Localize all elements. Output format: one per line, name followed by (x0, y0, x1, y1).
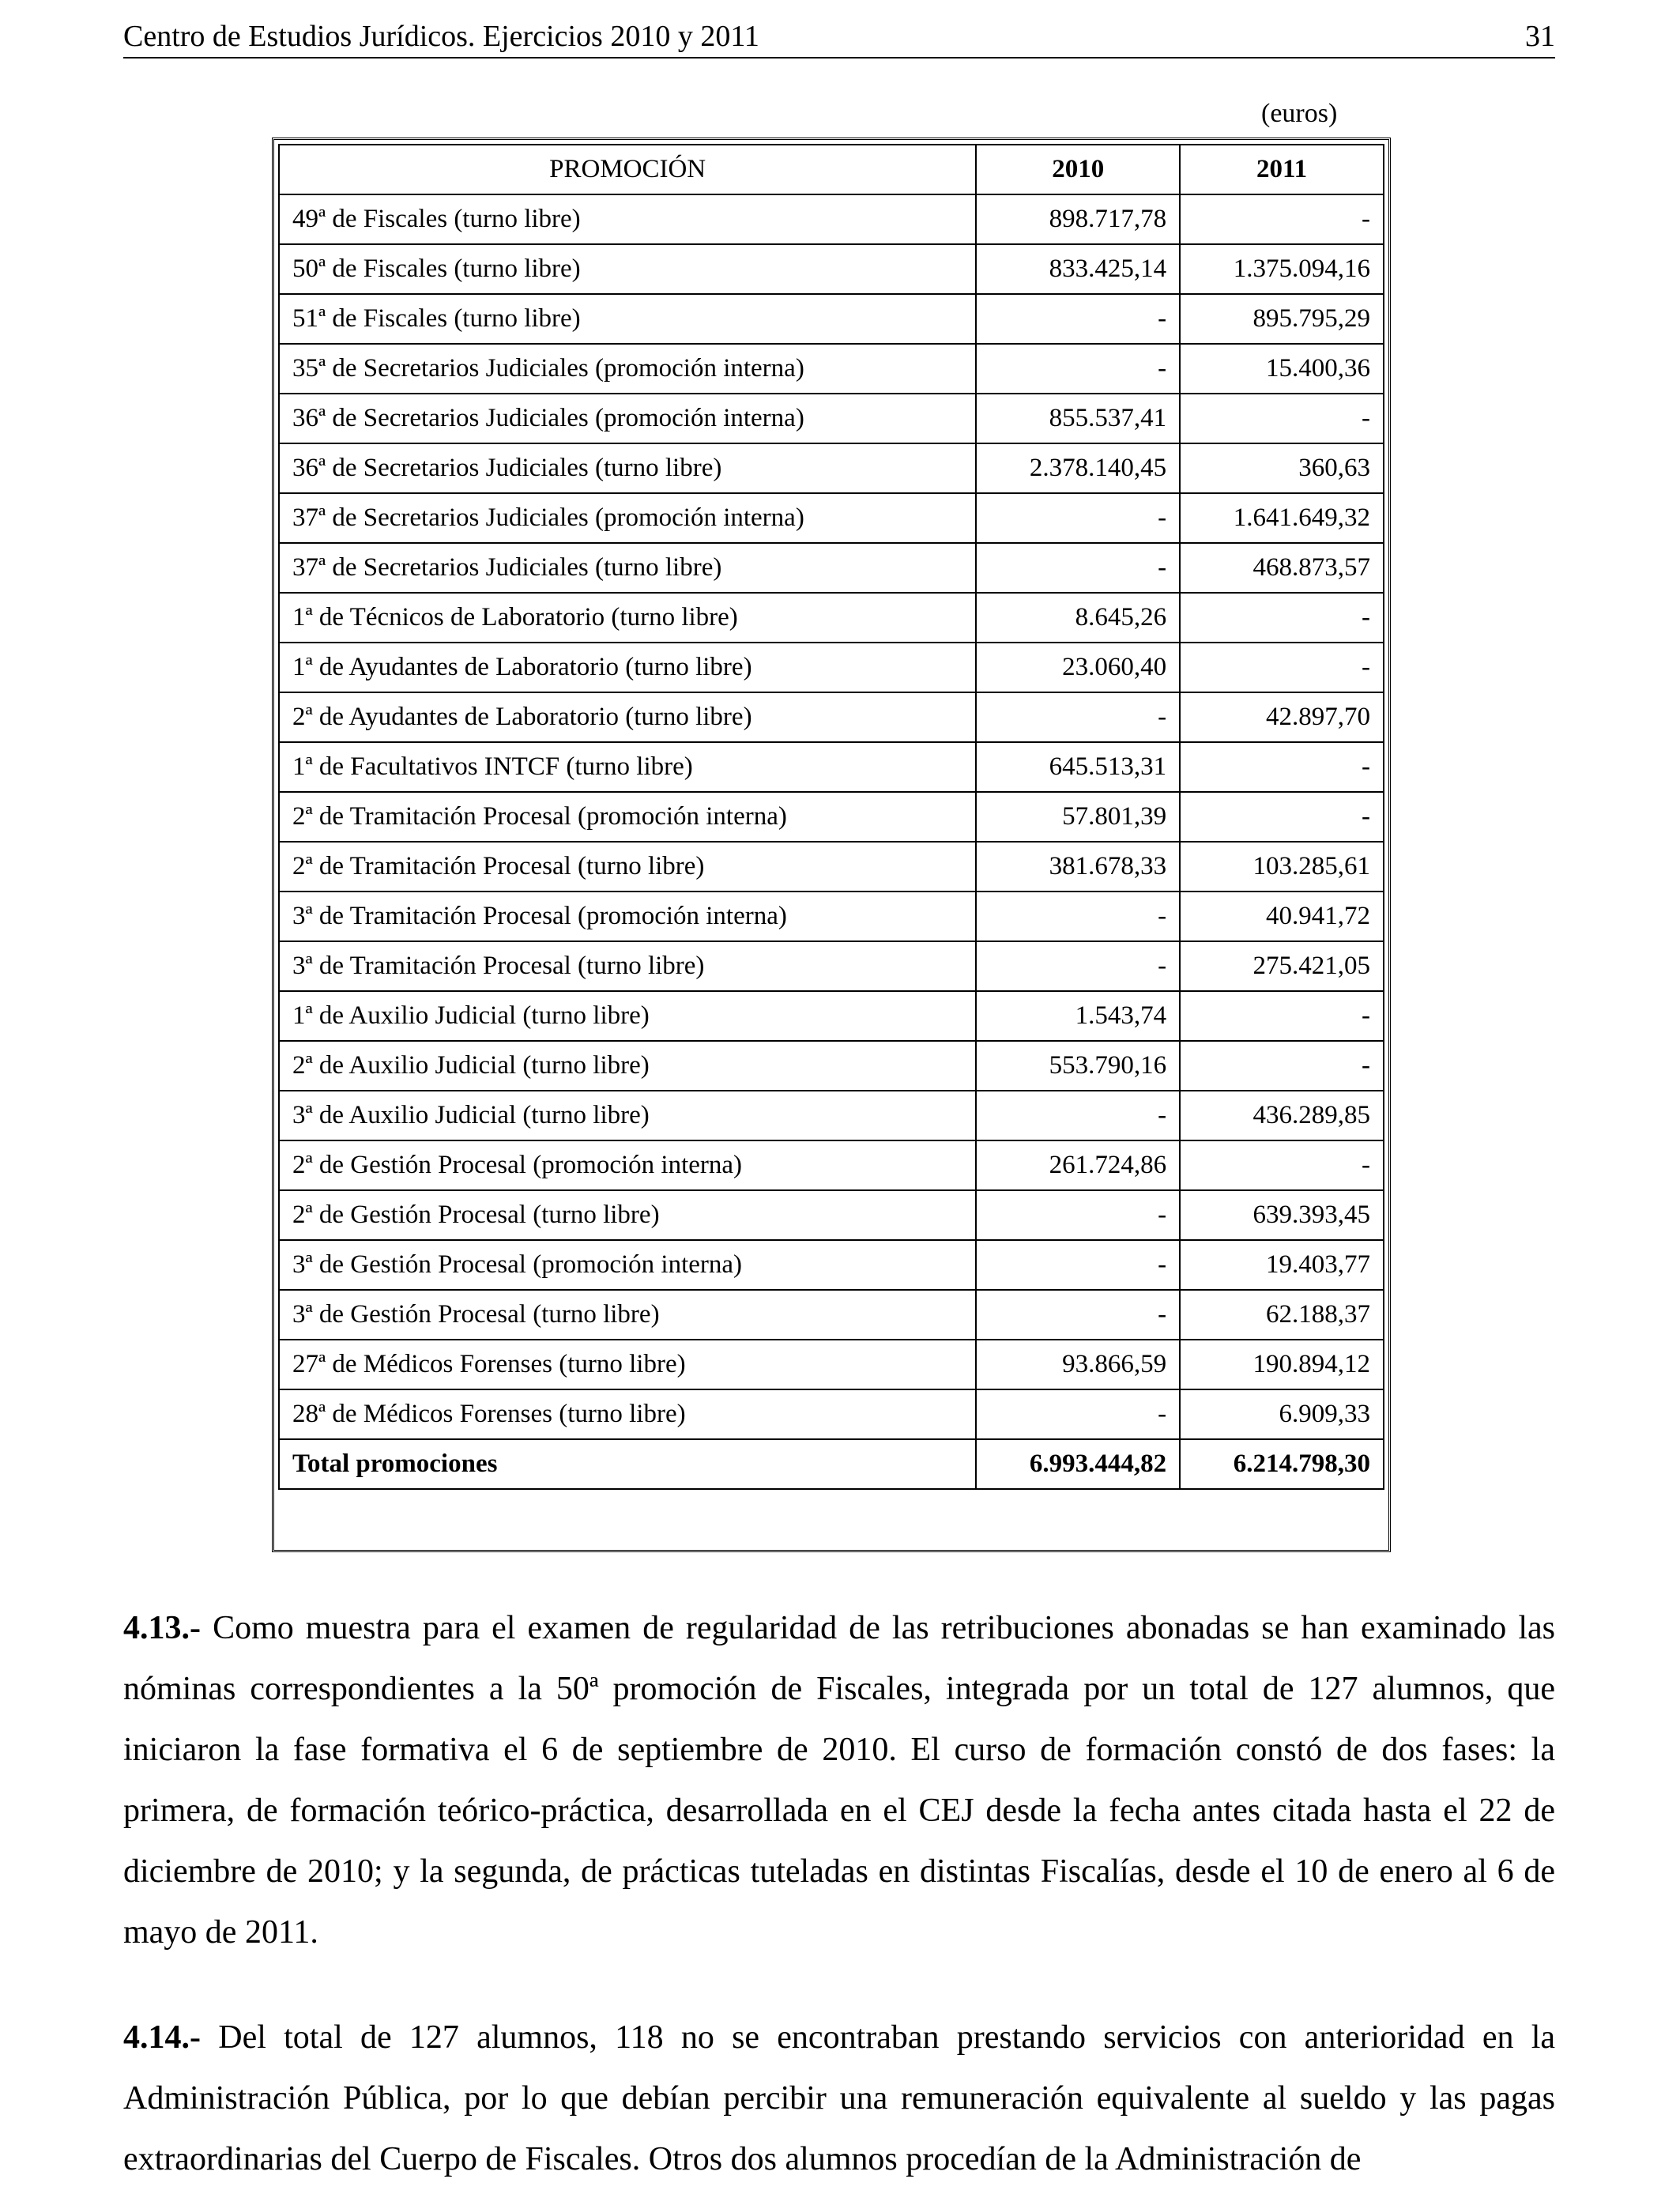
amount-2011: 1.641.649,32 (1180, 493, 1384, 543)
table-row (279, 194, 1384, 244)
amount-2010: - (976, 543, 1180, 593)
table-row (279, 941, 1384, 991)
table-row (279, 742, 1384, 792)
table-row (279, 1190, 1384, 1240)
table-row (279, 1340, 1384, 1389)
table-row (279, 493, 1384, 543)
table-row (279, 1389, 1384, 1439)
table-row (279, 294, 1384, 344)
promotion-name: 3ª de Auxilio Judicial (turno libre) (279, 1091, 976, 1140)
table-row (279, 643, 1384, 692)
amount-2011: 1.375.094,16 (1180, 244, 1384, 294)
amount-2010: 261.724,86 (976, 1140, 1180, 1190)
table-header-row (279, 145, 1384, 194)
amount-2011: - (1180, 1041, 1384, 1091)
promotion-name: 35ª de Secretarios Judiciales (promoción interna) (279, 344, 976, 394)
amount-2010: 898.717,78 (976, 194, 1180, 244)
promotion-name: 37ª de Secretarios Judiciales (promoción interna) (279, 493, 976, 543)
table-row (279, 443, 1384, 493)
promotion-name: 2ª de Gestión Procesal (turno libre) (279, 1190, 976, 1240)
table-row (279, 394, 1384, 443)
promotion-name: 3ª de Tramitación Procesal (turno libre) (279, 941, 976, 991)
running-title: Centro de Estudios Jurídicos. Ejercicios 2010 y 2011 (123, 20, 759, 53)
amount-2011: 436.289,85 (1180, 1091, 1384, 1140)
promotion-name: 3ª de Gestión Procesal (promoción interna) (279, 1240, 976, 1290)
table-row (279, 593, 1384, 643)
amount-2011: - (1180, 394, 1384, 443)
table-row (279, 1290, 1384, 1340)
amount-2011: 15.400,36 (1180, 344, 1384, 394)
amount-2011: 190.894,12 (1180, 1340, 1384, 1389)
amount-2010: - (976, 1240, 1180, 1290)
paragraph-4-13 (123, 1598, 1555, 1963)
amount-2010: 57.801,39 (976, 792, 1180, 842)
amount-2010: - (976, 344, 1180, 394)
amount-2011: 19.403,77 (1180, 1240, 1384, 1290)
page-number: 31 (1525, 20, 1555, 53)
paragraph-text: Como muestra para el examen de regularidad de las retribuciones abonadas se han examinado las nóminas correspondientes a la 50ª promoción de Fiscales, integrada por un total de 127 alumnos, que iniciaron la fase formativa el 6 de septiembre de 2010. El curso de formación constó de dos fases: la primera, de formación teórico-práctica, desarrollada en el CEJ desde la fecha antes citada hasta el 22 de diciembre de 2010; y la segunda, de prácticas tuteladas en distintas Fiscalías, desde el 10 de enero al 6 de mayo de 2011. (123, 1610, 1555, 1951)
amount-2010: 833.425,14 (976, 244, 1180, 294)
promotion-name: 3ª de Gestión Procesal (turno libre) (279, 1290, 976, 1340)
table-row (279, 344, 1384, 394)
paragraph-number: 4.14.- (123, 2019, 201, 2056)
amount-2010: 1.543,74 (976, 991, 1180, 1041)
amount-2010: - (976, 294, 1180, 344)
table-row (279, 842, 1384, 892)
promotion-name: 51ª de Fiscales (turno libre) (279, 294, 976, 344)
amount-2011: 40.941,72 (1180, 892, 1384, 941)
amount-2010: 23.060,40 (976, 643, 1180, 692)
amount-2011: 895.795,29 (1180, 294, 1384, 344)
promotions-table (278, 144, 1384, 1490)
column-header-promocion: PROMOCIÓN (279, 145, 976, 194)
amount-2011: 639.393,45 (1180, 1190, 1384, 1240)
promotion-name: 36ª de Secretarios Judiciales (turno libre) (279, 443, 976, 493)
amount-2011: - (1180, 593, 1384, 643)
table-row (279, 1041, 1384, 1091)
page-header (123, 17, 1555, 58)
promotions-table-frame (272, 138, 1391, 1552)
promotion-name: 1ª de Facultativos INTCF (turno libre) (279, 742, 976, 792)
amount-2011: - (1180, 643, 1384, 692)
promotion-name: 1ª de Auxilio Judicial (turno libre) (279, 991, 976, 1041)
table-row (279, 1240, 1384, 1290)
amount-2011: - (1180, 742, 1384, 792)
table-row (279, 543, 1384, 593)
amount-2011: 62.188,37 (1180, 1290, 1384, 1340)
promotion-name: 50ª de Fiscales (turno libre) (279, 244, 976, 294)
amount-2011: 42.897,70 (1180, 692, 1384, 742)
table-row (279, 892, 1384, 941)
amount-2010: - (976, 1091, 1180, 1140)
promotion-name: 3ª de Tramitación Procesal (promoción interna) (279, 892, 976, 941)
amount-2010: 8.645,26 (976, 593, 1180, 643)
amount-2010: 381.678,33 (976, 842, 1180, 892)
total-row (279, 1439, 1384, 1489)
amount-2010: - (976, 493, 1180, 543)
promotion-name: 1ª de Ayudantes de Laboratorio (turno libre) (279, 643, 976, 692)
paragraph-4-14 (123, 2007, 1555, 2190)
total-label: Total promociones (279, 1439, 976, 1489)
amount-2010: 553.790,16 (976, 1041, 1180, 1091)
promotion-name: 37ª de Secretarios Judiciales (turno libre) (279, 543, 976, 593)
amount-2011: 6.909,33 (1180, 1389, 1384, 1439)
promotion-name: 28ª de Médicos Forenses (turno libre) (279, 1389, 976, 1439)
paragraph-number: 4.13.- (123, 1610, 201, 1646)
amount-2011: - (1180, 1140, 1384, 1190)
amount-2010: - (976, 692, 1180, 742)
units-note: (euros) (1261, 99, 1338, 128)
table-row (279, 991, 1384, 1041)
table-row (279, 1140, 1384, 1190)
promotion-name: 36ª de Secretarios Judiciales (promoción interna) (279, 394, 976, 443)
promotion-name: 2ª de Auxilio Judicial (turno libre) (279, 1041, 976, 1091)
promotion-name: 2ª de Tramitación Procesal (promoción interna) (279, 792, 976, 842)
amount-2010: 855.537,41 (976, 394, 1180, 443)
amount-2010: - (976, 892, 1180, 941)
amount-2011: 103.285,61 (1180, 842, 1384, 892)
column-header-2011: 2011 (1180, 145, 1384, 194)
amount-2011: - (1180, 194, 1384, 244)
promotion-name: 27ª de Médicos Forenses (turno libre) (279, 1340, 976, 1389)
table-row (279, 792, 1384, 842)
promotion-name: 2ª de Tramitación Procesal (turno libre) (279, 842, 976, 892)
total-2010: 6.993.444,82 (976, 1439, 1180, 1489)
amount-2010: 645.513,31 (976, 742, 1180, 792)
amount-2010: 93.866,59 (976, 1340, 1180, 1389)
promotion-name: 2ª de Ayudantes de Laboratorio (turno libre) (279, 692, 976, 742)
amount-2011: - (1180, 792, 1384, 842)
amount-2011: - (1180, 991, 1384, 1041)
table-row (279, 244, 1384, 294)
amount-2010: - (976, 941, 1180, 991)
amount-2011: 468.873,57 (1180, 543, 1384, 593)
amount-2010: - (976, 1389, 1180, 1439)
paragraph-text: Del total de 127 alumnos, 118 no se encontraban prestando servicios con anterioridad en la Administración Pública, por lo que debían percibir una remuneración equivalente al sueldo y las pagas extraordinarias del Cuerpo de Fiscales. Otros dos alumnos procedían de la Administración de (123, 2019, 1555, 2177)
promotion-name: 1ª de Técnicos de Laboratorio (turno libre) (279, 593, 976, 643)
table-body (279, 194, 1384, 1439)
amount-2010: - (976, 1290, 1180, 1340)
amount-2011: 275.421,05 (1180, 941, 1384, 991)
promotion-name: 49ª de Fiscales (turno libre) (279, 194, 976, 244)
table-row (279, 1091, 1384, 1140)
total-2011: 6.214.798,30 (1180, 1439, 1384, 1489)
amount-2011: 360,63 (1180, 443, 1384, 493)
amount-2010: 2.378.140,45 (976, 443, 1180, 493)
column-header-2010: 2010 (976, 145, 1180, 194)
promotion-name: 2ª de Gestión Procesal (promoción interna) (279, 1140, 976, 1190)
table-row (279, 692, 1384, 742)
amount-2010: - (976, 1190, 1180, 1240)
